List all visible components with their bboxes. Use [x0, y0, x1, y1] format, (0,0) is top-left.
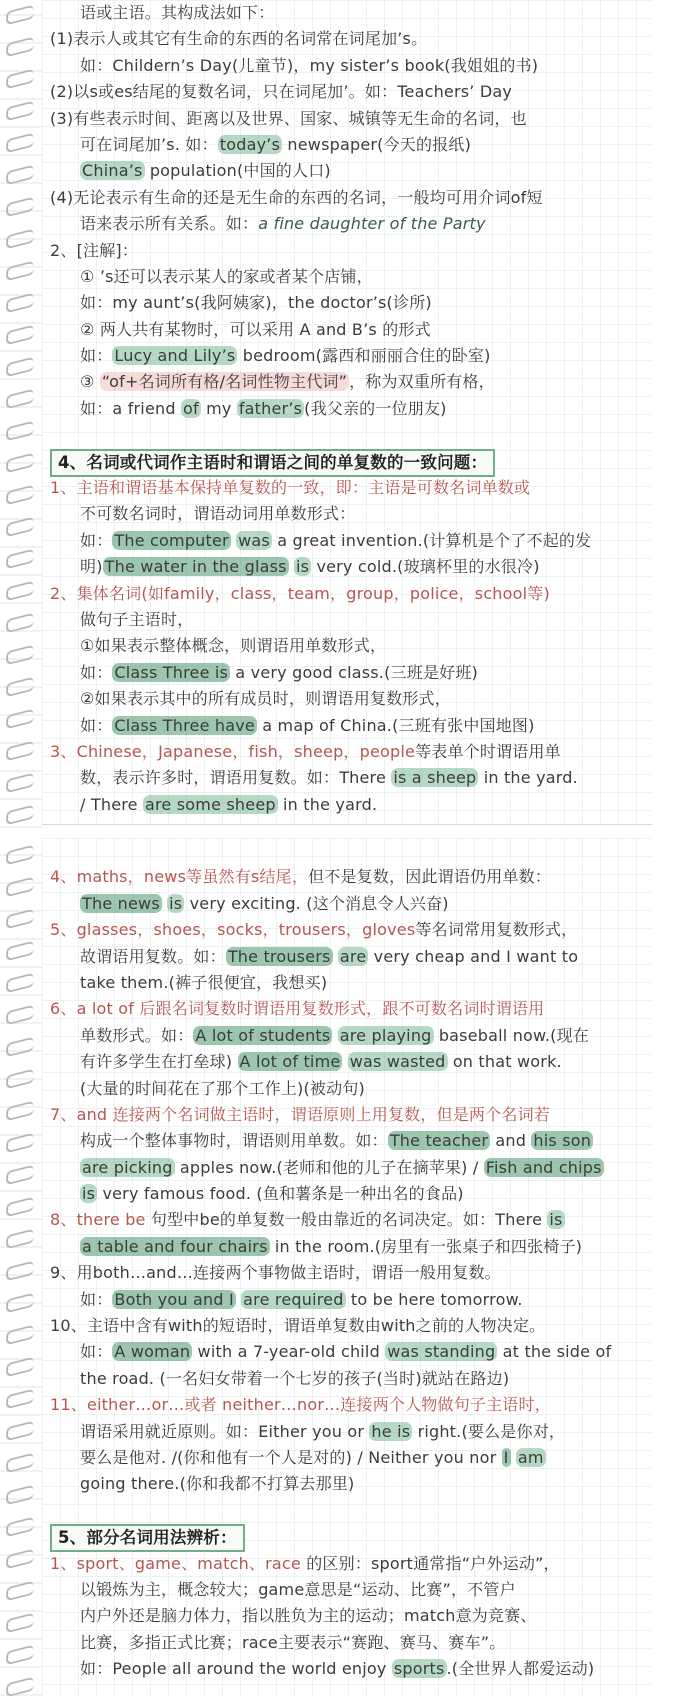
- highlight: The water in the glass: [104, 557, 287, 577]
- spacer: [50, 422, 652, 448]
- binding-ring: [6, 1581, 34, 1602]
- note-line: [50, 264, 652, 290]
- note-line: [50, 1392, 652, 1418]
- binding-ring: [6, 773, 34, 794]
- binding-ring: [6, 517, 34, 538]
- binding-ring: [6, 37, 34, 58]
- note-line: [50, 79, 652, 105]
- highlight: are some sheep: [145, 794, 276, 814]
- note-line: [50, 1630, 652, 1656]
- highlight: are playing: [339, 1025, 432, 1045]
- note-line: [50, 633, 652, 659]
- highlight: his son: [533, 1131, 592, 1151]
- binding-ring: [6, 1485, 34, 1506]
- note-line: [50, 528, 652, 554]
- binding-ring: [6, 133, 34, 154]
- binding-ring: [6, 1549, 34, 1570]
- note-line: [50, 1339, 652, 1365]
- note-line: [50, 1234, 652, 1260]
- note-text: 以锻炼为主，概念较大；game意思是“运动、比赛”，不管户: [80, 1579, 516, 1599]
- binding-ring: [6, 805, 34, 826]
- note-text: a map of China.(三班有张中国地图): [256, 715, 535, 735]
- note-line: [50, 1049, 652, 1075]
- highlight: of: [182, 398, 199, 418]
- highlight: “of+名词所有格/名词性物主代词”: [101, 372, 348, 392]
- note-text: 4、maths，news等虽然有s结尾，: [50, 867, 309, 887]
- note-line: [50, 26, 652, 52]
- note-line: [50, 581, 652, 607]
- highlight: sports: [393, 1659, 445, 1679]
- note-line: [50, 1603, 652, 1629]
- note-text: my: [200, 398, 237, 418]
- binding-ring: [6, 741, 34, 762]
- note-text: 有许多学生在打垒球): [80, 1052, 238, 1072]
- note-text: 句型中be的单复数一般由靠近的名词决定。如：There: [150, 1210, 548, 1230]
- highlight: is a sheep: [393, 768, 477, 788]
- binding-ring: [6, 845, 34, 866]
- note-text: 如：: [80, 715, 113, 735]
- section-heading: 4、名词或代词作主语时和谓语之间的单复数的一致问题：: [50, 449, 495, 477]
- note-text: 如：: [80, 1289, 113, 1309]
- highlight: was wasted: [349, 1052, 446, 1072]
- highlight: a table and four chairs: [82, 1236, 268, 1256]
- binding-ring: [6, 909, 34, 930]
- note-text: 故谓语用复数。如：: [80, 946, 226, 966]
- note-text: 10、主语中含有with的短语时，谓语单复数由with之前的人物决定。: [50, 1316, 546, 1336]
- note-text: apples now.(老师和他的儿子在摘苹果) /: [174, 1157, 484, 1177]
- note-text: 不可数名词时，谓语动词用单数形式：: [80, 504, 356, 524]
- note-text: (2)以s或es结尾的复数名词，只在词尾加’。如：Teachers’ Day: [50, 82, 513, 102]
- note-line: [50, 996, 652, 1022]
- note-text: 构成一个整体事物时，谓语则用单数。如：: [80, 1131, 388, 1151]
- note-text: 如：Childern’s Day(儿童节)，my sister’s book(我姐姐的书): [80, 55, 539, 75]
- note-line: [50, 1366, 652, 1392]
- note-line: [50, 1260, 652, 1286]
- note-line: [50, 1419, 652, 1445]
- note-text: very cheap and I want to: [368, 946, 579, 966]
- note-text: ③: [80, 372, 100, 392]
- note-line: [50, 1551, 652, 1577]
- note-text: (大量的时间花在了那个工作上)(被动句): [80, 1078, 365, 1098]
- note-text: 8、there be: [50, 1210, 151, 1230]
- note-text: going there.(你和我都不打算去那里): [80, 1474, 355, 1494]
- highlight: Both you and I: [114, 1289, 234, 1309]
- note-text: 但不是复数，因此谓语仍用单数：: [308, 867, 552, 887]
- binding-ring: [6, 1197, 34, 1218]
- binding-ring: [6, 877, 34, 898]
- note-text: (4)无论表示有生命的还是无生命的东西的名词，一般均可用介词of短: [50, 187, 543, 207]
- note-text: 5、glasses，shoes，socks，trousers，gloves: [50, 920, 416, 940]
- note-text: and: [490, 1131, 532, 1151]
- note-text: [332, 1026, 337, 1045]
- binding-ring: [6, 101, 34, 122]
- note-text: 单数形式。如：: [80, 1025, 194, 1045]
- note-text: 等表单个时谓语用单: [415, 741, 561, 761]
- note-text: 如：: [80, 530, 113, 550]
- note-text: ，称为双重所有格，: [349, 372, 495, 392]
- highlight: A lot of students: [195, 1025, 331, 1045]
- note-text: in the yard.: [478, 768, 578, 788]
- highlight: A lot of time: [239, 1052, 341, 1072]
- note-text: 语或主语。其构成法如下：: [80, 3, 275, 22]
- binding-ring: [6, 293, 34, 314]
- binding-ring: [6, 69, 34, 90]
- note-text: population(中国的人口): [144, 161, 331, 181]
- note-line: [50, 864, 652, 890]
- note-text: 3、Chinese，Japanese，fish，sheep，people: [50, 741, 416, 761]
- highlight: Lucy and Lily’s: [114, 346, 236, 366]
- highlight: was standing: [387, 1342, 496, 1362]
- note-line: [50, 158, 652, 184]
- note-text: 如：: [80, 662, 113, 682]
- binding-ring: [6, 389, 34, 410]
- highlight: is: [295, 557, 310, 577]
- binding-ring: [6, 485, 34, 506]
- note-text: 如：People all around the world enjoy: [80, 1659, 392, 1679]
- note-line: [50, 607, 652, 633]
- note-line: [50, 554, 652, 580]
- highlight: I: [503, 1447, 509, 1467]
- binding-ring: [6, 613, 34, 634]
- highlight: am: [517, 1447, 544, 1467]
- binding-ring: [6, 197, 34, 218]
- highlight: he is: [371, 1421, 411, 1441]
- section-heading-row: [50, 1524, 652, 1550]
- note-text: very famous food. (鱼和薯条是一种出名的食品): [97, 1184, 464, 1204]
- binding-ring: [6, 1037, 34, 1058]
- binding-ring: [6, 1005, 34, 1026]
- note-text: with a 7-year-old child: [192, 1342, 386, 1362]
- binding-ring: [6, 709, 34, 730]
- binding-ring: [6, 941, 34, 962]
- note-text: ① ’s还可以表示某人的家或者某个店铺，: [80, 266, 373, 286]
- highlight: Fish and chips: [485, 1157, 602, 1177]
- highlight: A woman: [114, 1342, 191, 1362]
- note-line: [50, 917, 652, 943]
- binding-ring: [6, 1165, 34, 1186]
- highlight: is: [82, 1184, 96, 1204]
- note-text: 可在词尾加’s. 如：: [80, 134, 218, 154]
- note-line: [50, 185, 652, 211]
- note-text: take them.(裤子很便宜，我想买): [80, 972, 328, 992]
- highlight: China’s: [82, 161, 143, 181]
- highlight: are required: [243, 1289, 344, 1309]
- note-text: 比赛，多指正式比赛；race主要表示“赛跑、赛马、赛车”。: [80, 1632, 506, 1652]
- note-line: [50, 501, 652, 527]
- binding-ring: [6, 1069, 34, 1090]
- note-text: 11、either…or…或者 neither…nor…连接两个人物做句子主语时，: [50, 1395, 551, 1415]
- highlight: are: [339, 946, 367, 966]
- binding-ring: [6, 1293, 34, 1314]
- binding-ring: [6, 1453, 34, 1474]
- note-text: 2、集体名词(如family，class，team，group，police，school等): [50, 583, 550, 603]
- binding-ring: [6, 261, 34, 282]
- note-text: a great invention.(计算机是个了不起的发: [271, 530, 592, 550]
- note-text: in the yard.: [277, 794, 378, 814]
- note-text: ②如果表示其中的所有成员时，则谓语用复数形式，: [80, 689, 451, 709]
- note-text: at the side of: [497, 1342, 612, 1362]
- highlight: Class Three have: [114, 715, 255, 735]
- note-line: [50, 106, 652, 132]
- note-text: 要么是他对. /(你和他有一个人是对的) / Neither you nor: [80, 1447, 502, 1467]
- note-text: 6、a lot of 后跟名词复数时谓语用复数形式，跟不可数名词时谓语用: [50, 999, 545, 1019]
- binding-ring: [6, 357, 34, 378]
- note-line: [50, 1155, 652, 1181]
- note-text: (3)有些表示时间、距离以及世界、国家、城镇等无生命的名词，也: [50, 108, 527, 128]
- highlight: The teacher: [389, 1131, 489, 1151]
- note-text: 9、用both…and…连接两个事物做主语时，谓语一般用复数。: [50, 1263, 501, 1283]
- highlight: is: [549, 1210, 563, 1230]
- note-text: 2、[注解]：: [50, 240, 139, 260]
- note-text: 谓语采用就近原则。如：Either you or: [80, 1421, 370, 1441]
- binding-ring: [6, 1133, 34, 1154]
- note-text: in the room.(房里有一张桌子和四张椅子): [269, 1236, 583, 1256]
- note-line: [50, 686, 652, 712]
- binding-ring: [6, 1517, 34, 1538]
- note-text: 明): [80, 557, 103, 577]
- note-text: .(全世界人都爱运动): [446, 1659, 595, 1679]
- note-text: 数，表示许多时，谓语用复数。如：There: [80, 768, 392, 788]
- note-line: [50, 944, 652, 970]
- binding-ring: [6, 1613, 34, 1634]
- note-text: bedroom(露西和丽丽合住的卧室): [237, 346, 491, 366]
- note-sheet-lower: [42, 838, 652, 1697]
- spacer: [50, 838, 652, 864]
- note-text: (我父亲的一位朋友): [304, 398, 447, 418]
- binding-ring: [6, 549, 34, 570]
- binding-ring: [6, 421, 34, 442]
- note-line: [50, 739, 652, 765]
- highlight: The trousers: [227, 946, 331, 966]
- note-line: [50, 660, 652, 686]
- note-text: very exciting. (这个消息令人兴奋): [184, 893, 449, 913]
- note-line: [50, 1128, 652, 1154]
- note-line: [50, 290, 652, 316]
- binding-ring: [6, 1101, 34, 1122]
- note-text: to be here tomorrow.: [345, 1289, 523, 1309]
- note-line: [50, 0, 652, 26]
- note-line: [50, 53, 652, 79]
- note-sheet-upper: [42, 0, 652, 825]
- binding-ring: [6, 1677, 34, 1698]
- note-line: [50, 970, 652, 996]
- note-line: [50, 238, 652, 264]
- note-line: [50, 1656, 652, 1682]
- section-heading: 5、部分名词用法辨析：: [50, 1524, 245, 1552]
- note-line: [50, 713, 652, 739]
- binding-ring: [6, 325, 34, 346]
- note-line: [50, 211, 652, 237]
- note-text: (1)表示人或其它有生命的东西的名词常在词尾加’s。: [50, 29, 428, 49]
- spiral-binding: [0, 0, 42, 1697]
- note-text: a very good class.(三班是好班): [230, 662, 478, 682]
- note-text: 1、sport、game、match、race: [50, 1553, 301, 1573]
- note-text: 7、and 连接两个名词做主语时，谓语原则上用复数，但是两个名词若: [50, 1104, 550, 1124]
- binding-ring: [6, 1357, 34, 1378]
- note-text: 如：: [80, 1342, 113, 1362]
- note-text: baseball now.(现在: [433, 1025, 589, 1045]
- note-line: [50, 891, 652, 917]
- note-text: 内户外还是脑力体力，指以胜负为主的运动；match意为竞赛、: [80, 1606, 537, 1626]
- highlight: father’s: [238, 398, 303, 418]
- note-line: [50, 792, 652, 818]
- highlight: The news: [82, 893, 160, 913]
- binding-ring: [6, 1229, 34, 1250]
- note-line: [50, 132, 652, 158]
- note-line: [50, 343, 652, 369]
- binding-ring: [6, 165, 34, 186]
- note-text: very cold.(玻璃杯里的水很冷): [311, 557, 540, 577]
- binding-ring: [6, 1421, 34, 1442]
- binding-ring: [6, 1389, 34, 1410]
- binding-ring: [6, 1645, 34, 1666]
- binding-ring: [6, 229, 34, 250]
- binding-ring: [6, 581, 34, 602]
- note-text: newspaper(今天的报纸): [282, 134, 472, 154]
- note-text: ② 两人共有某物时，可以采用 A and B’s 的形式: [80, 319, 431, 339]
- binding-ring: [6, 5, 34, 26]
- note-line: [50, 1207, 652, 1233]
- note-line: [50, 1471, 652, 1497]
- note-text: right.(要么是你对，: [412, 1421, 566, 1441]
- note-line: [50, 1181, 652, 1207]
- binding-ring: [6, 1261, 34, 1282]
- note-text: [342, 1052, 347, 1071]
- note-line: [50, 1313, 652, 1339]
- binding-ring: [6, 453, 34, 474]
- note-line: [50, 317, 652, 343]
- note-text: the road. (一名妇女带着一个七岁的孩子(当时)就站在路边): [80, 1368, 510, 1388]
- note-line: [50, 765, 652, 791]
- note-text: 如：my aunt’s(我阿姨家)，the doctor’s(诊所): [80, 293, 432, 313]
- note-line: [50, 1102, 652, 1128]
- note-text: 1、主语和谓语基本保持单复数的一致，即：主语是可数名词单数或: [50, 478, 531, 498]
- section-heading-row: [50, 449, 652, 475]
- note-text: 如：: [80, 346, 113, 366]
- note-line: [50, 1287, 652, 1313]
- note-line: [50, 396, 652, 422]
- highlight: today’s: [219, 134, 281, 154]
- note-line: [50, 1023, 652, 1049]
- note-text: ①如果表示整体概念，则谓语用单数形式，: [80, 636, 387, 656]
- note-text: 语来表示所有关系。如：: [80, 214, 259, 234]
- note-text: / There: [80, 794, 143, 814]
- highlight: Class Three is: [114, 662, 229, 682]
- note-line: [50, 369, 652, 395]
- note-text: a fine daughter of the Party: [258, 214, 486, 234]
- note-text: 等名词常用复数形式，: [415, 920, 578, 940]
- binding-ring: [6, 1325, 34, 1346]
- binding-ring: [6, 645, 34, 666]
- spacer: [50, 1498, 652, 1524]
- note-text: 如：a friend: [80, 398, 181, 418]
- note-line: [50, 1445, 652, 1471]
- highlight: was: [238, 530, 270, 550]
- binding-ring: [6, 973, 34, 994]
- note-text: 的区别：sport通常指“户外运动”，: [300, 1553, 560, 1573]
- note-text: on that work.: [447, 1052, 562, 1072]
- note-line: [50, 1577, 652, 1603]
- highlight: The computer: [114, 530, 229, 550]
- binding-ring: [6, 677, 34, 698]
- note-line: [50, 475, 652, 501]
- highlight: are picking: [82, 1157, 173, 1177]
- note-text: 做句子主语时，: [80, 609, 194, 629]
- note-line: [50, 1076, 652, 1102]
- highlight: is: [169, 893, 183, 913]
